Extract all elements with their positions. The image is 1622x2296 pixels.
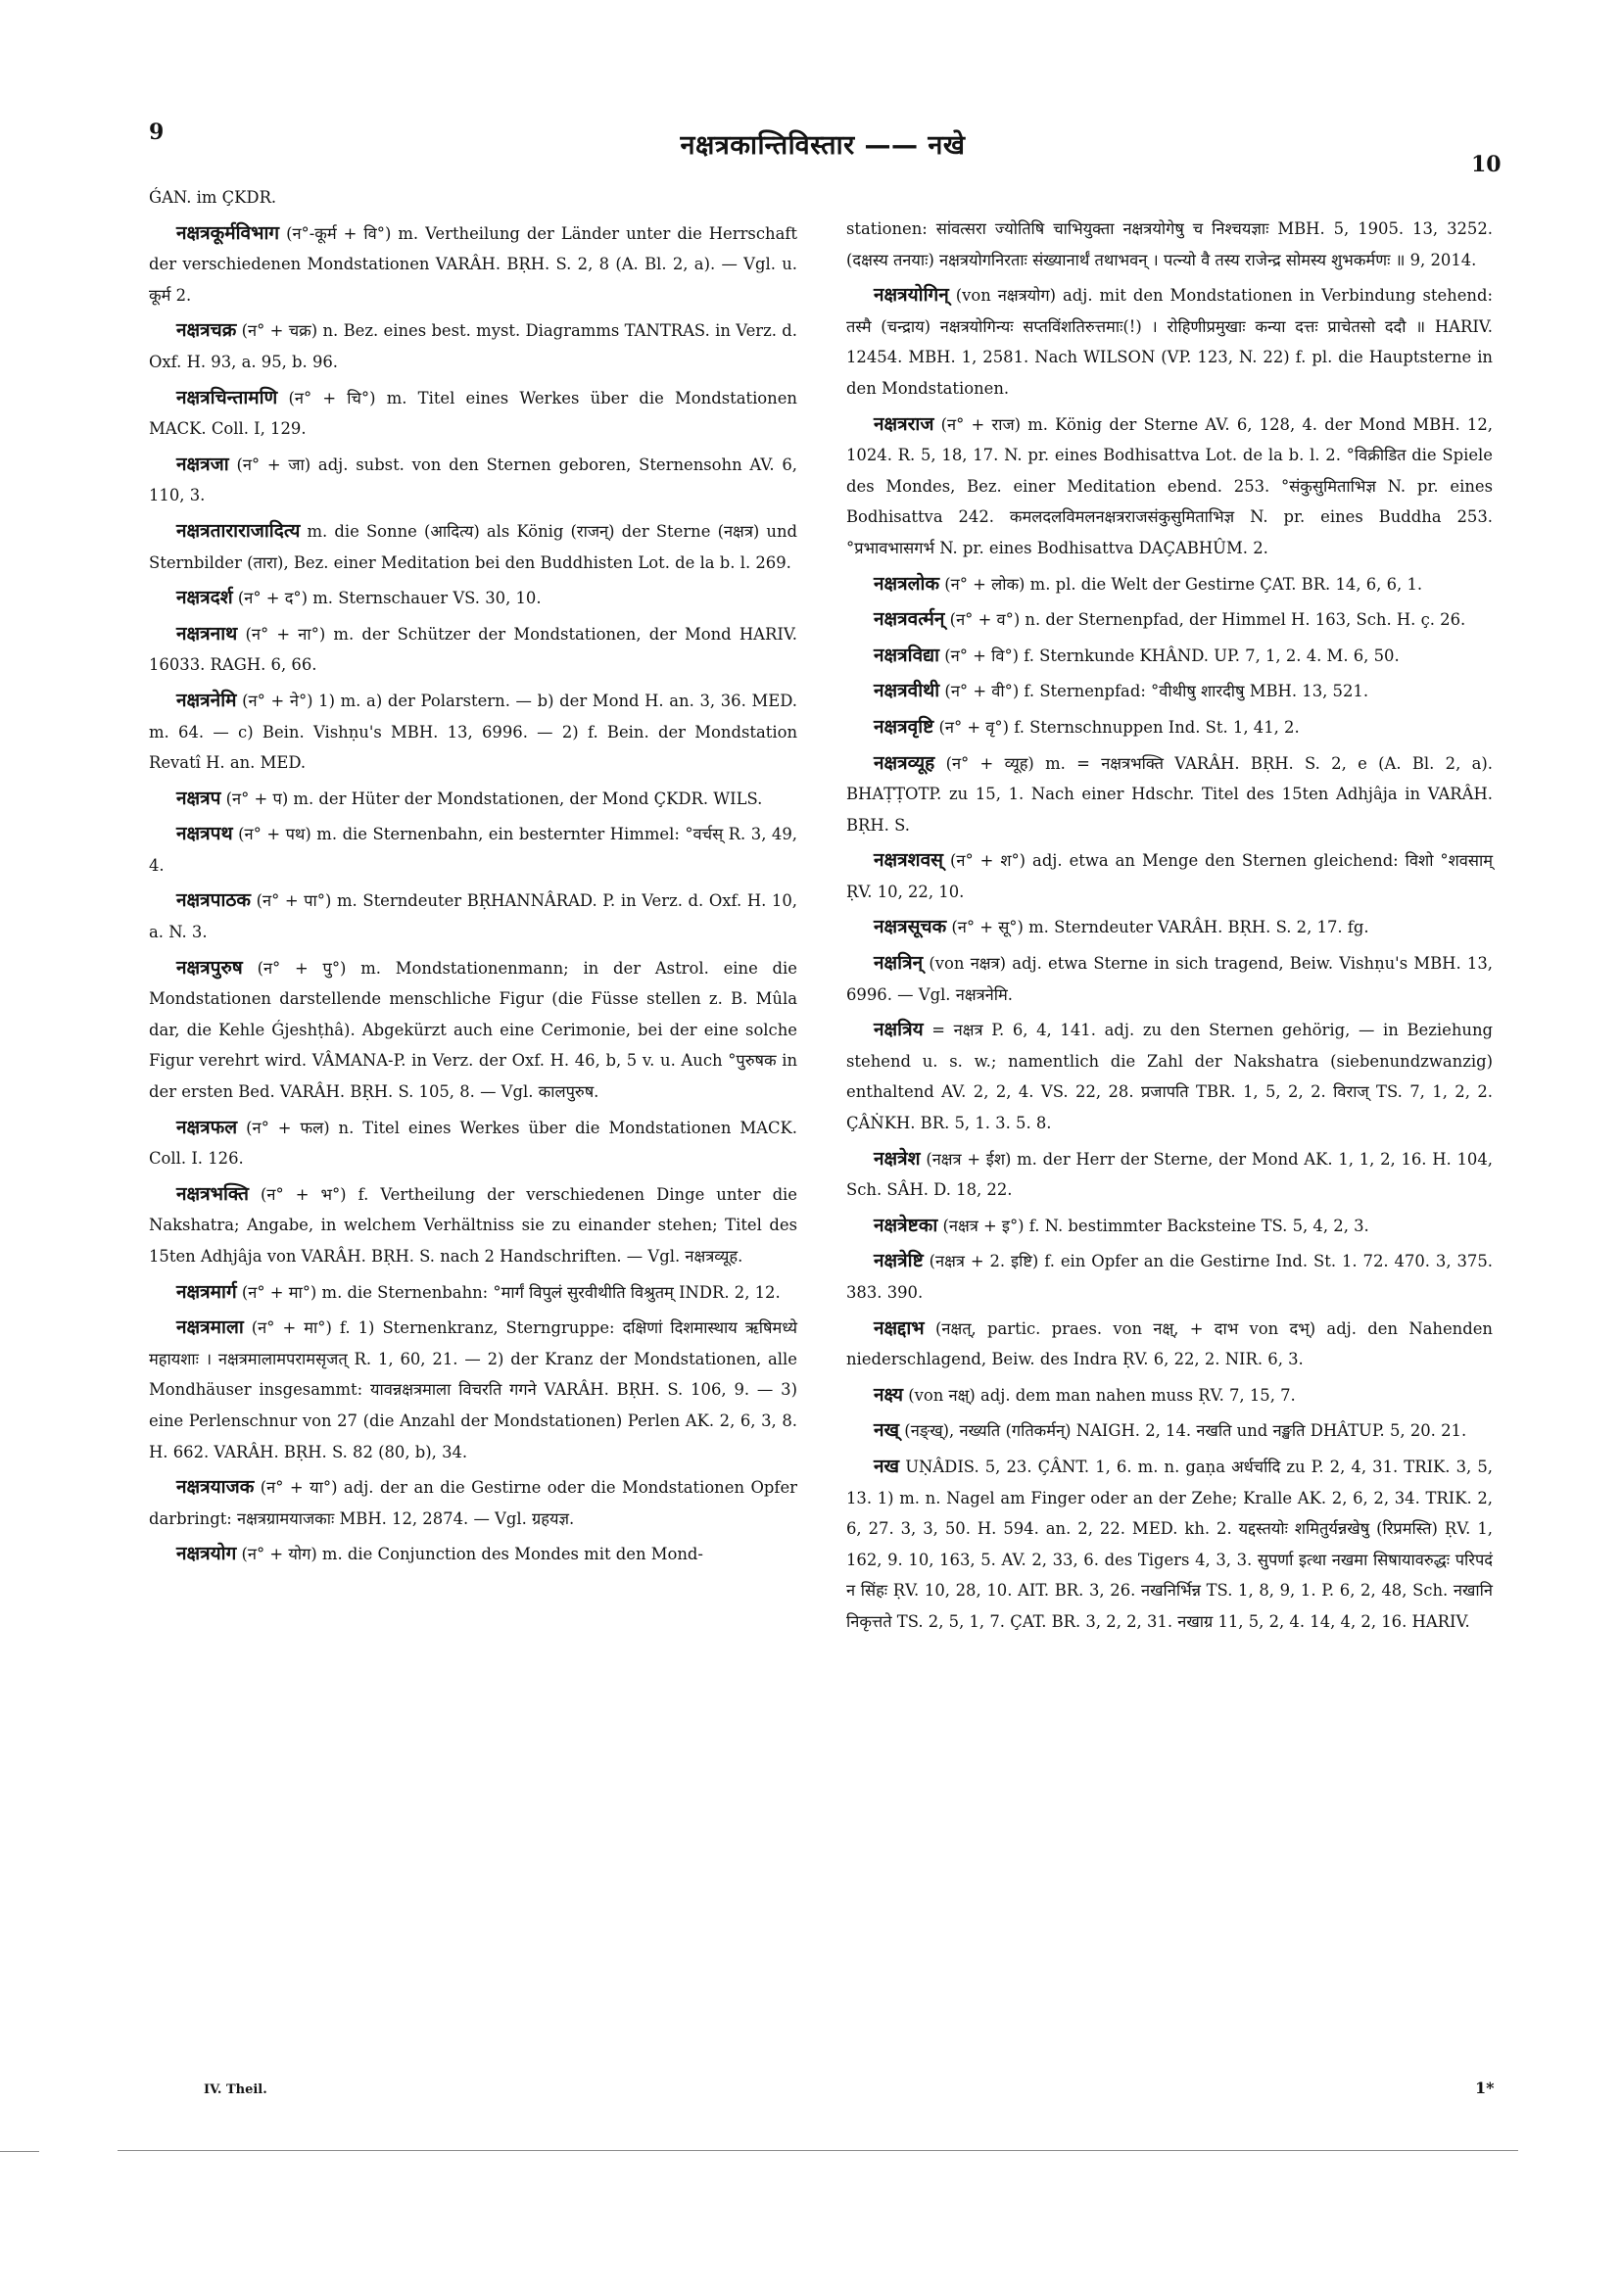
- entry-headword: नक्षत्रनाथ: [176, 622, 238, 645]
- entry-text: (न° + श°) adj. etwa an Menge den Sternen gleichend: विशो °शवसाम् ṚV. 10, 22, 10.: [846, 851, 1493, 901]
- dictionary-entry: [846, 845, 1493, 907]
- entry-headword: नक्षत्रयोगिन्: [874, 284, 949, 307]
- entry-text: (न° + योग) m. die Conjunction des Mondes mit den Mond-: [236, 1545, 703, 1564]
- bottom-rule-stub: [0, 2151, 39, 2152]
- entry-headword: नक्षत्रनेमि: [176, 689, 237, 711]
- entry-text: (न° + चि°) m. Titel eines Werkes über die Mondstationen MACK. Coll. I, 129.: [149, 388, 797, 439]
- entry-headword: नक्षत्रयोग: [176, 1543, 237, 1565]
- entry-text: ǴAN. im ÇKDR.: [149, 188, 277, 207]
- entry-headword: नक्षत्रव्यूह: [874, 751, 935, 774]
- left-column: [149, 182, 797, 1575]
- entry-text: (न° + लोक) m. pl. die Welt der Gestirne ÇAT. BR. 14, 6, 6, 1.: [939, 574, 1423, 594]
- entry-headword: नक्षत्रमाला: [176, 1316, 244, 1339]
- entry-headword: नक्षत्रेश: [874, 1147, 921, 1170]
- dictionary-entry: [846, 676, 1493, 707]
- entry-headword: नक्षत्रकूर्मविभाग: [176, 221, 280, 244]
- entry-text: (न° + राज) m. König der Sterne AV. 6, 128, 4. der Mond MBH. 12, 1024. R. 5, 18, 17. N. pr. eines Bodhisattva Lot. de la b. l. 2. °विक्रीडित die Spiele des Mondes, Bez. einer Meditation ebend. 253. °संकुसुमिताभिज्ञ N. pr. eines Bodhisattva 242. कमलदलविमलनक्षत्रराजसंकुसुमिताभिज्ञ N. pr. eines Buddha 253. °प्रभावभासगर्भ N. pr. eines Bodhisattva DAÇABHÛM. 2.: [846, 414, 1493, 557]
- dictionary-entry: [846, 280, 1493, 404]
- entry-headword: नक्षत्रिय: [874, 1019, 924, 1041]
- dictionary-entry: [149, 784, 797, 815]
- entry-headword: नक्षत्रलोक: [874, 572, 940, 595]
- dictionary-entry: [149, 686, 797, 779]
- entry-headword: नक्षत्रिन्: [874, 952, 924, 975]
- entry-headword: नख्: [874, 1419, 900, 1442]
- entry-text: (न° + या°) adj. der an die Gestirne oder die Mondstationen Opfer darbringt: नक्षत्रग्रामयाजकाः MBH. 12, 2874. — Vgl. ग्रहयज्ञ.: [149, 1478, 797, 1528]
- dictionary-entry: [149, 583, 797, 614]
- entry-text: (न° + पा°) m. Sterndeuter BṚHANNÂRAD. P. in Verz. d. Oxf. H. 10, a. N. 3.: [149, 891, 797, 942]
- entry-headword: नक्षत्रपथ: [176, 823, 233, 845]
- dictionary-entry: [149, 1113, 797, 1174]
- entry-text: (न° + द°) m. Sternschauer VS. 30, 10.: [232, 589, 542, 608]
- dictionary-entry: [149, 450, 797, 511]
- entry-headword: नक्षत्रविद्या: [874, 644, 940, 666]
- entry-headword: नक्षत्रयाजक: [176, 1476, 255, 1499]
- right-column: [846, 214, 1493, 1643]
- sheet-signature: 1*: [1475, 2079, 1495, 2097]
- bottom-rule: [118, 2150, 1518, 2151]
- entry-text: (न° + चक्र) n. Bez. eines best. myst. Diagramms TANTRAS. in Verz. d. Oxf. H. 93, a. 95, b. 96.: [149, 321, 797, 371]
- entry-headword: नक्षत्रचक्र: [176, 319, 237, 342]
- entry-text: (von नक्षत्रयोग) adj. mit den Mondstationen in Verbindung stehend: तस्मै (चन्द्राय) नक्षत्रयोगिन्यः सप्तविंशतिरुत्तमाः(!) । रोहिणीप्रमुखाः कन्या दत्तः प्राचेतसो ददौ ॥ HARIV. 12454. MBH. 1, 2581. Nach WILSON (VP. 123, N. 22) f. pl. die Hauptsterne in den Mondstationen.: [846, 286, 1493, 398]
- entry-headword: नक्षत्रशवस्: [874, 849, 943, 872]
- entry-headword: नक्षत्रजा: [176, 453, 229, 475]
- running-head: नक्षत्रकान्तिविस्तार —— नखे: [680, 130, 966, 161]
- entry-text: (न° + वि°) f. Sternkunde KHÂND. UP. 7, 1, 2. 4. M. 6, 50.: [939, 646, 1400, 665]
- dictionary-entry: [149, 383, 797, 445]
- dictionary-entry: [846, 214, 1493, 275]
- entry-headword: नक्ष्य: [874, 1383, 904, 1406]
- dictionary-entry: [846, 1380, 1493, 1411]
- dictionary-entry: [846, 409, 1493, 564]
- entry-text: (न° + ने°) 1) m. a) der Polarstern. — b) der Mond H. an. 3, 36. MED. m. 64. — c) Bein. Vishṇu's MBH. 13, 6996. — 2) f. Bein. der Mondstation Revatî H. an. MED.: [149, 691, 797, 773]
- entry-text: = नक्षत्र P. 6, 4, 141. adj. zu den Sternen gehörig, — in Beziehung stehend u. s. w.; namentlich die Zahl der Nakshatra (siebenundzwanzig) enthaltend AV. 2, 2, 4. VS. 22, 28. प्रजापति TBR. 1, 5, 2, 2. विराज् TS. 7, 1, 2, 2. ÇÂṄKH. BR. 5, 1. 3. 5. 8.: [846, 1021, 1493, 1133]
- entry-text: (नक्षत्र + 2. इष्टि) f. ein Opfer an die Gestirne Ind. St. 1. 72. 470. 3, 375. 383. 390.: [846, 1252, 1493, 1302]
- dictionary-entry: [846, 748, 1493, 841]
- entry-headword: नक्षद्दाभ: [874, 1316, 925, 1339]
- dictionary-entry: [149, 953, 797, 1108]
- dictionary-entry: [149, 619, 797, 681]
- entry-text: (न° + ना°) m. der Schützer der Mondstationen, der Mond HARIV. 16033. RAGH. 6, 66.: [149, 624, 797, 675]
- entry-text: (नक्षत्, partic. praes. von नक्ष्, + दाभ von दभ्) adj. den Nahenden niederschlagend, Beiw. des Indra ṚV. 6, 22, 2. NIR. 6, 3.: [846, 1318, 1493, 1369]
- entry-headword: नक्षत्रप: [176, 787, 221, 809]
- entry-headword: नक्षत्रसूचक: [874, 916, 947, 938]
- dictionary-entry: [149, 819, 797, 881]
- entry-headword: नक्षत्रवृष्टि: [874, 715, 934, 738]
- entry-text: (न°-कूर्म + वि°) m. Vertheilung der Länder unter die Herrschaft der verschiedenen Mondstationen VARÂH. BṚH. S. 2, 8 (A. Bl. 2, a). — Vgl. u. कूर्म 2.: [149, 223, 797, 305]
- dictionary-entry: [846, 1452, 1493, 1638]
- page-number-left: 9: [149, 120, 165, 145]
- entry-headword: नक्षत्रराज: [874, 412, 934, 435]
- entry-headword: नक्षत्रफल: [176, 1116, 238, 1138]
- dictionary-entry: [846, 1144, 1493, 1206]
- dictionary-entry: [149, 315, 797, 377]
- dictionary-entry: [149, 1179, 797, 1272]
- entry-text: (न° + वी°) f. Sternenpfad: °वीथीषु शारदीषु MBH. 13, 521.: [939, 682, 1369, 701]
- dictionary-entry: [149, 1313, 797, 1467]
- entry-text: (नक्षत्र + इ°) f. N. bestimmter Backsteine TS. 5, 4, 2, 3.: [937, 1216, 1369, 1235]
- entry-text: (न° + पथ) m. die Sternenbahn, ein besternter Himmel: °वर्चस् R. 3, 49, 4.: [149, 825, 797, 875]
- entry-text: (नङ्ख्), नख्यति (गतिकर्मन्) NAIGH. 2, 14. नखति und नङ्खति DHÂTUP. 5, 20. 21.: [899, 1421, 1467, 1441]
- dictionary-entry: [846, 641, 1493, 672]
- dictionary-entry: [149, 1277, 797, 1309]
- entry-headword: नक्षत्रचिन्तामणि: [176, 386, 278, 408]
- dictionary-entry: [846, 1314, 1493, 1375]
- entry-headword: नक्षत्रेष्टका: [874, 1214, 938, 1236]
- dictionary-entry: [846, 912, 1493, 943]
- entry-headword: नक्षत्रदर्श: [176, 587, 233, 609]
- dictionary-entry: [846, 1015, 1493, 1138]
- entry-text: (न° + सू°) m. Sterndeuter VARÂH. BṚH. S. 2, 17. fg.: [946, 918, 1369, 937]
- entry-text: m. die Sonne (आदित्य) als König (राजन्) der Sterne (नक्षत्र) und Sternbilder (तारा), Bez. einer Meditation bei den Buddhisten Lot. de la b. l. 269.: [149, 521, 797, 572]
- entry-headword: नक्षत्रमार्ग: [176, 1280, 237, 1303]
- dictionary-entry: [149, 1539, 797, 1570]
- dictionary-entry: [846, 569, 1493, 600]
- entry-text: (न° + फल) n. Titel eines Werkes über die Mondstationen MACK. Coll. I. 126.: [149, 1118, 797, 1169]
- entry-headword: नक्षत्रपाठक: [176, 889, 252, 912]
- dictionary-entry: [846, 604, 1493, 636]
- dictionary-entry: [149, 1472, 797, 1534]
- dictionary-entry: [846, 1211, 1493, 1242]
- entry-text: stationen: सांवत्सरा ज्योतिषि चाभियुक्ता नक्षत्रयोगेषु च निश्चयज्ञाः MBH. 5, 1905. 13, 3252. (दक्षस्य तनयाः) नक्षत्रयोगनिरताः संख्यानार्थं तथाभवन् । पत्न्यो वै तस्य राजेन्द्र सोमस्य शुभकर्मणः ॥ 9, 2014.: [846, 219, 1493, 269]
- entry-text: (न° + मा°) m. die Sternenbahn: °मार्गं विपुलं सुरवीथीति विश्रुतम् INDR. 2, 12.: [236, 1282, 781, 1302]
- entry-headword: नक्षत्रभक्ति: [176, 1182, 249, 1205]
- page-number-right: 10: [1471, 152, 1502, 177]
- dictionary-entry: [846, 948, 1493, 1010]
- dictionary-entry: [149, 516, 797, 578]
- dictionary-entry: [149, 182, 797, 214]
- dictionary-entry: [149, 218, 797, 311]
- dictionary-entry: [846, 712, 1493, 743]
- entry-text: (von नक्षत्र) adj. etwa Sterne in sich tragend, Beiw. Vishṇu's MBH. 13, 6996. — Vgl. नक्षत्रनेमि.: [846, 954, 1493, 1004]
- entry-headword: नक्षत्रेष्टि: [874, 1250, 924, 1272]
- entry-headword: नक्षत्रताराराजादित्य: [176, 519, 301, 542]
- entry-text: (von नक्ष्) adj. dem man nahen muss ṚV. 7, 15, 7.: [903, 1385, 1296, 1405]
- entry-text: (न° + व्यूह) m. = नक्षत्रभक्ति VARÂH. BṚH. S. 2, e (A. Bl. 2, a). BHAṬṬOTP. zu 15, 1. Nach einer Hdschr. Titel des 15ten Adhjâja in VARÂH. BṚH. S.: [846, 753, 1493, 835]
- dictionary-entry: [149, 885, 797, 947]
- entry-text: (न° + भ°) f. Vertheilung der verschiedenen Dinge unter die Nakshatra; Angabe, in welchem Verhältniss sie zu einander stehen; Titel des 15ten Adhjâja von VARÂH. BṚH. S. nach 2 Handschriften. — Vgl. नक्षत्रव्यूह.: [149, 1184, 797, 1266]
- entry-headword: नक्षत्रपुरुष: [176, 956, 243, 979]
- entry-text: (न° + मा°) f. 1) Sternenkranz, Sterngruppe: दक्षिणां दिशमास्थाय ऋषिमध्ये महायशाः । नक्षत्रमालामपरामसृजत् R. 1, 60, 21. — 2) der Kranz der Mondstationen, alle Mondhäuser insgesammt: यावन्नक्षत्रमाला विचरति गगने VARÂH. BṚH. S. 106, 9. — 3) eine Perlenschnur von 27 (die Anzahl der Mondstationen) Perlen AK. 2, 6, 3, 8. H. 662. VARÂH. BṚH. S. 82 (80, b), 34.: [149, 1318, 797, 1461]
- entry-text: (न° + वृ°) f. Sternschnuppen Ind. St. 1, 41, 2.: [933, 717, 1300, 737]
- entry-text: (न° + पु°) m. Mondstationenmann; in der Astrol. eine die Mondstationen darstellende menschliche Figur (die Füsse stellen z. B. Mûla dar, die Kehle Ǵjeshṭhâ). Abgekürzt auch eine Cerimonie, bei der eine solche Figur verehrt wird. VÂMANA-P. in Verz. der Oxf. H. 46, b, 5 v. u. Auch °पुरुषक in der ersten Bed. VARÂH. BṚH. S. 105, 8. — Vgl. कालपुरुष.: [149, 958, 797, 1102]
- entry-text: (न° + व°) n. der Sternenpfad, der Himmel H. 163, Sch. H. ç. 26.: [944, 610, 1466, 630]
- entry-headword: नक्षत्रवर्त्मन्: [874, 608, 945, 631]
- entry-text: UṆÂDIS. 5, 23. ÇÂNT. 1, 6. m. n. gaṇa अर्धर्चादि zu P. 2, 4, 31. TRIK. 3, 5, 13. 1) m. n. Nagel am Finger oder an der Zehe; Kralle AK. 2, 6, 2, 34. TRIK. 2, 6, 27. 3, 3, 50. H. 594. an. 2, 22. MED. kh. 2. यद्दस्तयोः शमितुर्यन्नखेषु (रिप्रमस्ति) ṚV. 1, 162, 9. 10, 163, 5. AV. 2, 33, 6. des Tigers 4, 3, 3. सुपर्णा इत्था नखमा सिषायावरुद्धः परिपदं न सिंहः ṚV. 10, 28, 10. AIT. BR. 3, 26. नखनिर्भिन्न TS. 1, 8, 9, 1. P. 6, 2, 48, Sch. नखानि निकृत्तते TS. 2, 5, 1, 7. ÇAT. BR. 3, 2, 2, 31. नखाग्र 11, 5, 2, 4. 14, 4, 2, 16. HARIV.: [846, 1457, 1493, 1631]
- entry-text: (नक्षत्र + ईश) m. der Herr der Sterne, der Mond AK. 1, 1, 2, 16. H. 104, Sch. SÂH. D. 18, 22.: [846, 1149, 1493, 1200]
- dictionary-entry: [846, 1246, 1493, 1308]
- entry-headword: नख: [874, 1455, 900, 1477]
- entry-headword: नक्षत्रवीथी: [874, 680, 940, 702]
- dictionary-entry: [846, 1415, 1493, 1447]
- entry-text: (न° + जा) adj. subst. von den Sternen geboren, Sternensohn AV. 6, 110, 3.: [149, 454, 797, 505]
- entry-text: (न° + प) m. der Hüter der Mondstationen, der Mond ÇKDR. WILS.: [220, 789, 763, 808]
- volume-note: IV. Theil.: [204, 2082, 267, 2097]
